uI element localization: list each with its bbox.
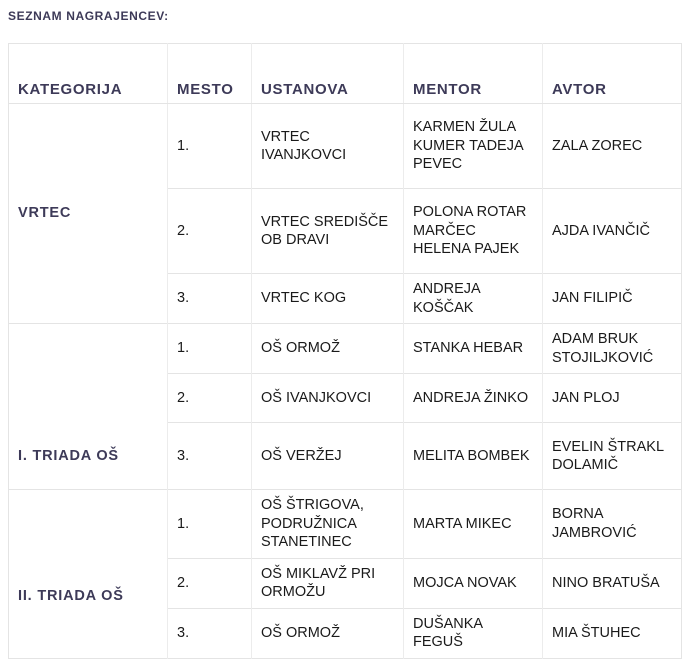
mentor-cell: STANKA HEBAR (404, 324, 543, 374)
mesto-cell: 1. (168, 104, 252, 189)
mesto-cell: 2. (168, 558, 252, 608)
ustanova-cell: VRTEC IVANJKOVCI (252, 104, 404, 189)
table-header-row (9, 44, 682, 104)
category-cell: II. TRIADA OŠ (9, 490, 168, 659)
category-cell: VRTEC (9, 104, 168, 324)
avtor-cell: JAN PLOJ (543, 374, 682, 423)
mesto-cell: 2. (168, 374, 252, 423)
mesto-cell: 3. (168, 608, 252, 658)
header-kategorija: KATEGORIJA (9, 44, 168, 104)
table-row (9, 324, 682, 374)
avtor-cell: EVELIN ŠTRAKL DOLAMIČ (543, 423, 682, 490)
avtor-cell: ADAM BRUK STOJILJKOVIĆ (543, 324, 682, 374)
mesto-cell: 3. (168, 274, 252, 324)
ustanova-cell: VRTEC SREDIŠČE OB DRAVI (252, 189, 404, 274)
mentor-cell: MOJCA NOVAK (404, 558, 543, 608)
ustanova-cell: OŠ IVANJKOVCI (252, 374, 404, 423)
mesto-cell: 1. (168, 324, 252, 374)
mentor-cell: KARMEN ŽULA KUMER TADEJA PEVEC (404, 104, 543, 189)
page-title: SEZNAM NAGRAJENCEV: (8, 9, 169, 23)
avtor-cell: MIA ŠTUHEC (543, 608, 682, 658)
ustanova-cell: OŠ MIKLAVŽ PRI ORMOŽU (252, 558, 404, 608)
mentor-cell: DUŠANKA FEGUŠ (404, 608, 543, 658)
ustanova-cell: OŠ ORMOŽ (252, 324, 404, 374)
avtor-cell: ZALA ZOREC (543, 104, 682, 189)
avtor-cell: BORNA JAMBROVIĆ (543, 490, 682, 559)
ustanova-cell: OŠ ŠTRIGOVA, PODRUŽNICA STANETINEC (252, 490, 404, 559)
table-row (9, 104, 682, 189)
mentor-cell: ANDREJA KOŠČAK (404, 274, 543, 324)
avtor-cell: JAN FILIPIČ (543, 274, 682, 324)
mentor-cell: POLONA ROTAR MARČEC HELENA PAJEK (404, 189, 543, 274)
header-ustanova: USTANOVA (252, 44, 404, 104)
avtor-cell: AJDA IVANČIČ (543, 189, 682, 274)
mesto-cell: 1. (168, 490, 252, 559)
mentor-cell: MARTA MIKEC (404, 490, 543, 559)
table-row (9, 490, 682, 559)
category-cell: I. TRIADA OŠ (9, 324, 168, 490)
awards-table (8, 43, 682, 659)
ustanova-cell: OŠ ORMOŽ (252, 608, 404, 658)
avtor-cell: NINO BRATUŠA (543, 558, 682, 608)
mentor-cell: ANDREJA ŽINKO (404, 374, 543, 423)
header-avtor: AVTOR (543, 44, 682, 104)
header-mesto: MESTO (168, 44, 252, 104)
header-mentor: MENTOR (404, 44, 543, 104)
mesto-cell: 2. (168, 189, 252, 274)
ustanova-cell: OŠ VERŽEJ (252, 423, 404, 490)
mesto-cell: 3. (168, 423, 252, 490)
mentor-cell: MELITA BOMBEK (404, 423, 543, 490)
ustanova-cell: VRTEC KOG (252, 274, 404, 324)
